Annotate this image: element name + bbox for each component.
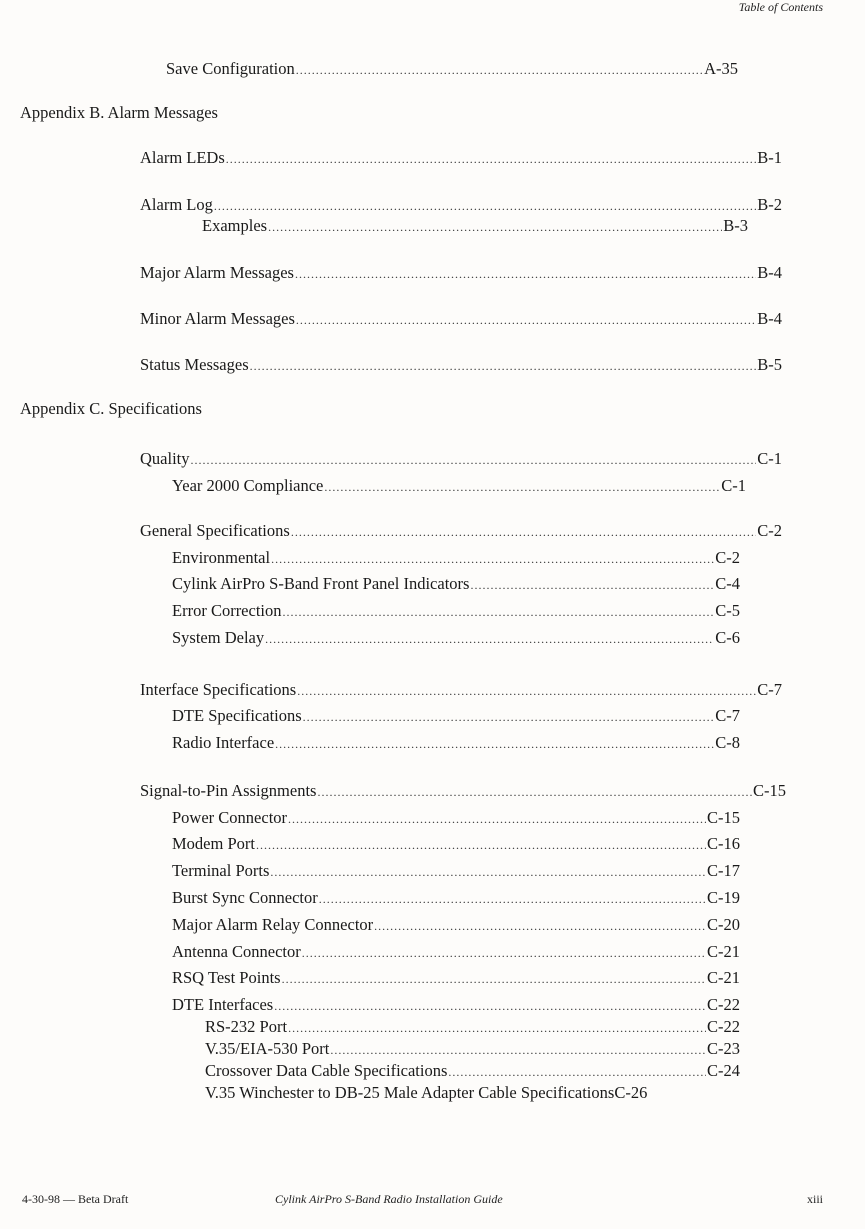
toc-entry-title: Error Correction	[172, 601, 282, 620]
toc-entry-power-connector[interactable]	[172, 808, 740, 829]
toc-leader	[297, 680, 756, 701]
toc-entry-title: General Specifications	[140, 521, 290, 540]
running-head: Table of Contents	[738, 0, 823, 14]
toc-entry-page: C-8	[715, 733, 740, 752]
toc-entry-page: C-6	[715, 628, 740, 647]
toc-entry-dte-specifications[interactable]	[172, 706, 740, 727]
toc-leader	[288, 808, 706, 829]
toc-leader	[268, 216, 722, 237]
toc-leader	[275, 733, 714, 754]
toc-leader	[250, 355, 757, 376]
toc-entry-antenna-connector[interactable]	[172, 942, 740, 963]
toc-entry-title: System Delay	[172, 628, 265, 647]
toc-leader	[302, 942, 706, 963]
toc-entry-alarm-log[interactable]	[140, 195, 782, 216]
footer-date: 4-30-98 — Beta Draft	[22, 1192, 129, 1206]
toc-leader	[319, 888, 706, 909]
toc-entry-page: C-7	[757, 680, 782, 699]
toc-entry-v35-eia-530-port[interactable]	[205, 1039, 740, 1060]
toc-entry-title: Signal-to-Pin Assignments	[140, 781, 317, 800]
footer-guide-title: Cylink AirPro S-Band Radio Installation Guide	[275, 1192, 503, 1206]
toc-entry-title: Year 2000 Compliance	[172, 476, 324, 495]
toc-entry-title: Major Alarm Messages	[140, 263, 294, 282]
toc-leader	[470, 574, 714, 595]
toc-entry-page: C-23	[707, 1039, 740, 1058]
toc-leader	[270, 861, 706, 882]
toc-entry-burst-sync-connector[interactable]	[172, 888, 740, 909]
toc-leader	[271, 548, 714, 569]
toc-leader	[374, 915, 706, 936]
toc-entry-page: C-24	[707, 1061, 740, 1080]
toc-entry-error-correction[interactable]	[172, 601, 740, 622]
toc-entry-title: Quality	[140, 449, 190, 468]
toc-entry-title: Antenna Connector	[172, 942, 301, 961]
toc-entry-status-messages[interactable]	[140, 355, 782, 376]
toc-leader	[295, 263, 756, 284]
toc-entry-title: DTE Specifications	[172, 706, 302, 725]
toc-entry-page: C-4	[715, 574, 740, 593]
toc-leader	[282, 968, 706, 989]
toc-entry-general-specifications[interactable]	[140, 521, 782, 542]
toc-entry-page: C-15	[753, 781, 786, 800]
toc-entry-title: Examples	[202, 216, 268, 235]
toc-entry-page: C-20	[707, 915, 740, 934]
toc-entry-page: C-19	[707, 888, 740, 907]
toc-entry-page: B-4	[757, 309, 782, 328]
toc-entry-page: C-7	[715, 706, 740, 725]
toc-entry-title: V.35 Winchester to DB-25 Male Adapter Cable Specifications	[205, 1083, 615, 1102]
appendix-heading-b[interactable]: Appendix B. Alarm Messages	[20, 103, 218, 122]
toc-entry-title: DTE Interfaces	[172, 995, 274, 1014]
toc-entry-year-2000-compliance[interactable]	[172, 476, 746, 497]
toc-leader	[317, 781, 752, 802]
toc-leader	[296, 309, 756, 330]
toc-entry-title: Alarm Log	[140, 195, 213, 214]
toc-entry-title: Major Alarm Relay Connector	[172, 915, 374, 934]
toc-entry-title: Cylink AirPro S-Band Front Panel Indicators	[172, 574, 470, 593]
toc-entry-page: C-26	[614, 1083, 648, 1102]
toc-entry-radio-interface[interactable]	[172, 733, 740, 754]
toc-entry-page: C-2	[757, 521, 782, 540]
toc-entry-modem-port[interactable]	[172, 834, 740, 855]
toc-entry-title: Burst Sync Connector	[172, 888, 318, 907]
toc-entry-page: C-1	[757, 449, 782, 468]
footer-page-number: xiii	[806, 1192, 823, 1206]
toc-leader	[226, 148, 756, 169]
toc-entry-signal-to-pin-assignments[interactable]	[140, 781, 786, 802]
toc-entry-page: C-21	[707, 942, 740, 961]
toc-entry-crossover-data-cable-specifications[interactable]	[205, 1061, 740, 1082]
toc-entry-major-alarm-relay-connector[interactable]	[172, 915, 740, 936]
toc-leader	[296, 59, 703, 80]
toc-entry-page: A-35	[704, 59, 738, 78]
toc-entry-rs-232-port[interactable]	[205, 1017, 740, 1038]
toc-entry-title: Environmental	[172, 548, 271, 567]
toc-entry-title: RS-232 Port	[205, 1017, 288, 1036]
toc-entry-terminal-ports[interactable]	[172, 861, 740, 882]
toc-entry-front-panel-indicators[interactable]	[172, 574, 740, 595]
toc-entry-title: Status Messages	[140, 355, 249, 374]
toc-leader	[330, 1039, 706, 1060]
toc-leader	[448, 1061, 706, 1082]
toc-leader	[291, 521, 756, 542]
toc-entry-page: B-4	[757, 263, 782, 282]
toc-entry-page: C-1	[721, 476, 746, 495]
toc-entry-page: B-2	[757, 195, 782, 214]
toc-entry-page: C-22	[707, 1017, 740, 1036]
toc-entry-alarm-leds[interactable]	[140, 148, 782, 169]
toc-entry-page: B-3	[723, 216, 748, 235]
toc-entry-page: C-17	[707, 861, 740, 880]
toc-entry-page: C-22	[707, 995, 740, 1014]
toc-leader	[283, 601, 715, 622]
toc-entry-rsq-test-points[interactable]	[172, 968, 740, 989]
toc-entry-title: Terminal Ports	[172, 861, 270, 880]
toc-entry-title: Modem Port	[172, 834, 255, 853]
toc-entry-page: C-2	[715, 548, 740, 567]
toc-entry-page: B-1	[757, 148, 782, 167]
toc-entry-title: V.35/EIA-530 Port	[205, 1039, 330, 1058]
toc-leader	[303, 706, 715, 727]
toc-entry-interface-specifications[interactable]	[140, 680, 782, 701]
toc-leader	[265, 628, 714, 649]
toc-entry-minor-alarm-messages[interactable]	[140, 309, 782, 330]
toc-entry-page: C-16	[707, 834, 740, 853]
toc-entry-title: Crossover Data Cable Specifications	[205, 1061, 448, 1080]
toc-entry-title: Minor Alarm Messages	[140, 309, 295, 328]
toc-leader	[214, 195, 756, 216]
toc-entry-dte-interfaces[interactable]	[172, 995, 740, 1016]
toc-entry-title: RSQ Test Points	[172, 968, 281, 987]
toc-entry-major-alarm-messages[interactable]	[140, 263, 782, 284]
toc-leader	[324, 476, 720, 497]
toc-entry-page: C-15	[707, 808, 740, 827]
toc-entry-examples[interactable]	[202, 216, 748, 237]
toc-leader	[288, 1017, 706, 1038]
toc-entry-page: C-21	[707, 968, 740, 987]
toc-leader	[256, 834, 706, 855]
toc-entry-quality[interactable]	[140, 449, 782, 470]
toc-entry-title: Save Configuration	[166, 59, 295, 78]
toc-entry-title: Interface Specifications	[140, 680, 297, 699]
toc-entry-system-delay[interactable]	[172, 628, 740, 649]
toc-entry-save-configuration[interactable]	[166, 59, 738, 80]
toc-entry-environmental[interactable]	[172, 548, 740, 569]
toc-entry-title: Alarm LEDs	[140, 148, 225, 167]
toc-entry-page: C-5	[715, 601, 740, 620]
toc-entry-title: Radio Interface	[172, 733, 275, 752]
toc-leader	[191, 449, 757, 470]
toc-entry-v35-winchester-adapter-cable[interactable]	[205, 1083, 803, 1104]
toc-entry-title: Power Connector	[172, 808, 288, 827]
appendix-heading-c[interactable]: Appendix C. Specifications	[20, 399, 202, 418]
toc-leader	[274, 995, 706, 1016]
toc-entry-page: B-5	[757, 355, 782, 374]
